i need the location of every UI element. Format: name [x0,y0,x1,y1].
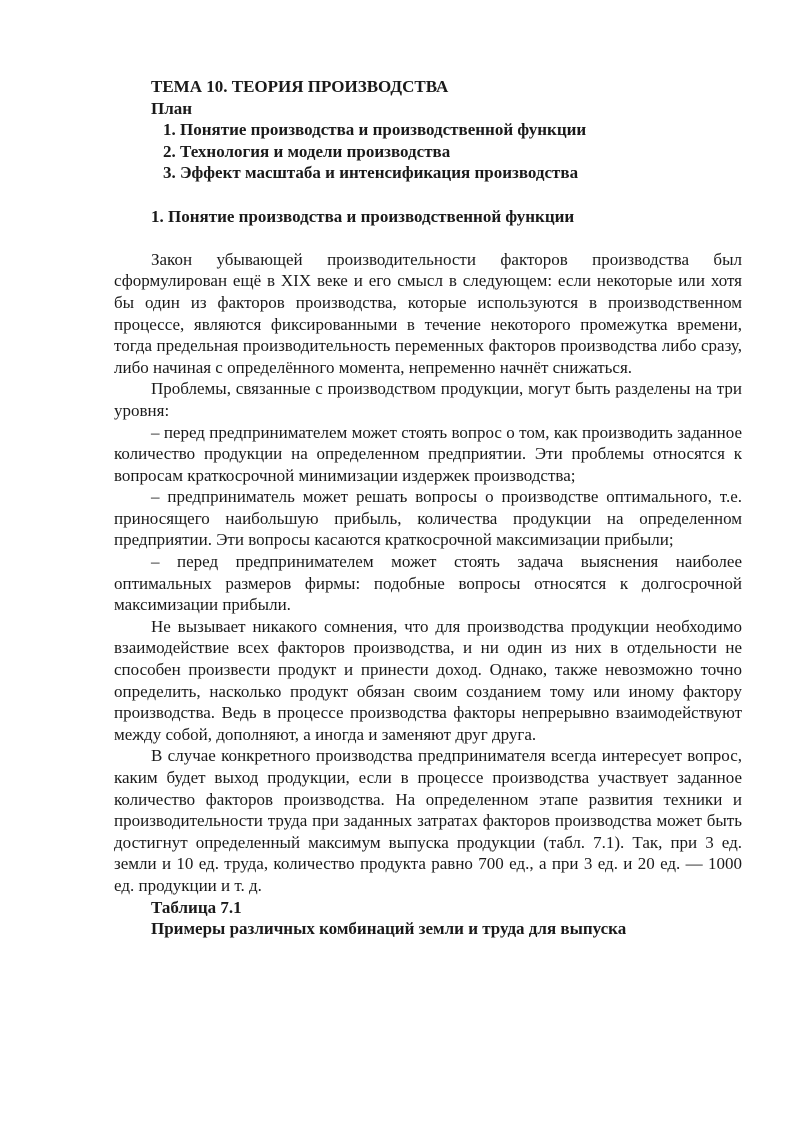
document-page [114,76,742,940]
table-caption: Примеры различных комбинаций земли и труда для выпуска [151,919,627,939]
list-item-level-3: – перед предпринимателем может стоять задача выяснения наиболее оптимальных размеров фирмы: подобные вопросы относятся к долгосрочной максимизации прибыли. [114,552,742,615]
paragraph-law: Закон убывающей производительности факторов производства был сформулирован ещё в XIX веке и его смысл в следующем: если некоторые или хотя бы один из факторов производства, которые используются в производственном процессе, являются фиксированными в течение некоторого промежутка времени, тогда предельная производительность переменных факторов производства либо сразу, либо начиная с определённого момента, непременно начнёт снижаться. [114,249,742,377]
section-title: 1. Понятие производства и производственной функции [151,206,575,226]
paragraph-output: В случае конкретного производства предпринимателя всегда интересует вопрос, каким будет выход продукции, если в процессе производства участвует заданное количество факторов производства. На определенном этапе развития техники и производительности труда при заданных затратах факторов производства может быть достигнут определенный максимум выпуска продукции (табл. 7.1). Так, при 3 ед. земли и 10 ед. труда, количество продукта равно 700 ед., а при 3 ед. и 20 ед. — 1000 ед. продукции и т. д. [114,746,742,895]
list-item-level-1: – перед предпринимателем может стоять вопрос о том, как производить заданное количество продукции на определенном предприятии. Эти проблемы относятся к вопросам краткосрочной минимизации издержек производства; [114,422,742,485]
table-label: Таблица 7.1 [151,897,242,917]
plan-label: План [151,98,193,118]
paragraph-factors: Не вызывает никакого сомнения, что для производства продукции необходимо взаимодействие всех факторов производства, и ни один из них в отдельности не способен произвести продукт и принести доход. Однако, также невозможно точно определить, насколько продукт обязан своим созданием тому или иному фактору производства. Ведь в процессе производства факторы непрерывно взаимодействуют между собой, дополняют, а иногда и заменяют друг друга. [114,616,742,744]
list-item-level-2: – предприниматель может решать вопросы о производстве оптимального, т.е. приносящего наибольшую прибыль, количества продукции на определенном предприятии. Эти вопросы касаются краткосрочной максимизации прибыли; [114,487,742,550]
topic-title: ТЕМА 10. ТЕОРИЯ ПРОИЗВОДСТВА [151,77,449,96]
plan-list [114,119,742,184]
paragraph-problems: Проблемы, связанные с производством продукции, могут быть разделены на три уровня: [114,379,742,420]
plan-item: 2. Технология и модели производства [163,141,451,161]
plan-item: 3. Эффект масштаба и интенсификация производства [163,163,579,183]
plan-item: 1. Понятие производства и производственной функции [163,120,587,140]
